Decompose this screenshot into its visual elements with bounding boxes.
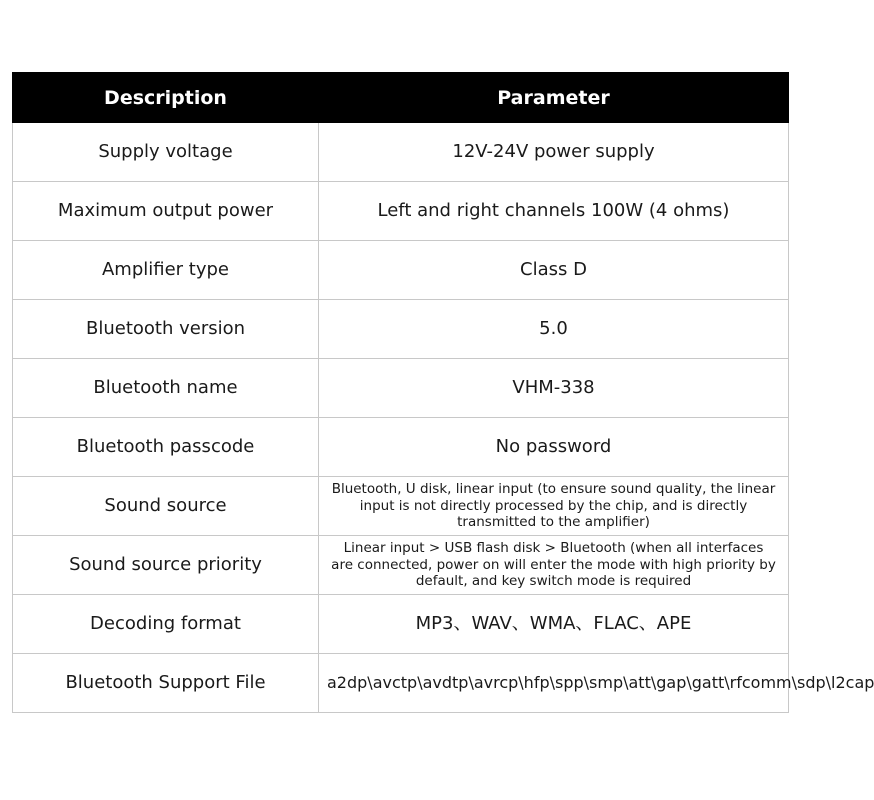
table-row (13, 595, 789, 654)
row-parameter: Class D (319, 241, 789, 300)
row-description: Sound source (13, 477, 319, 536)
table-row (13, 300, 789, 359)
table-header-row (13, 73, 789, 123)
row-description: Amplifier type (13, 241, 319, 300)
row-parameter: No password (319, 418, 789, 477)
row-description: Supply voltage (13, 123, 319, 182)
row-parameter: MP3、WAV、WMA、FLAC、APE (319, 595, 789, 654)
row-description: Bluetooth passcode (13, 418, 319, 477)
table-row (13, 182, 789, 241)
row-description: Sound source priority (13, 536, 319, 595)
row-description: Bluetooth name (13, 359, 319, 418)
table-row (13, 536, 789, 595)
row-description: Bluetooth Support File (13, 654, 319, 713)
row-description: Bluetooth version (13, 300, 319, 359)
row-parameter: 12V-24V power supply (319, 123, 789, 182)
row-parameter: Left and right channels 100W (4 ohms) (319, 182, 789, 241)
row-parameter: a2dp\avctp\avdtp\avrcp\hfp\spp\smp\att\gap\gatt\rfcomm\sdp\l2cap (319, 654, 789, 713)
header-parameter: Parameter (319, 73, 789, 123)
table-row (13, 477, 789, 536)
row-parameter: Linear input > USB flash disk > Bluetooth (when all interfaces are connected, power on will enter the mode with high priority by default, and key switch mode is required (319, 536, 789, 595)
row-description: Decoding format (13, 595, 319, 654)
table-row (13, 654, 789, 713)
table-row (13, 123, 789, 182)
table-row (13, 359, 789, 418)
row-description: Maximum output power (13, 182, 319, 241)
spec-table (12, 72, 874, 713)
row-parameter: 5.0 (319, 300, 789, 359)
header-description: Description (13, 73, 319, 123)
row-parameter: VHM-338 (319, 359, 789, 418)
table-row (13, 418, 789, 477)
table-row (13, 241, 789, 300)
row-parameter: Bluetooth, U disk, linear input (to ensure sound quality, the linear input is not directly processed by the chip, and is directly transmitted to the amplifier) (319, 477, 789, 536)
